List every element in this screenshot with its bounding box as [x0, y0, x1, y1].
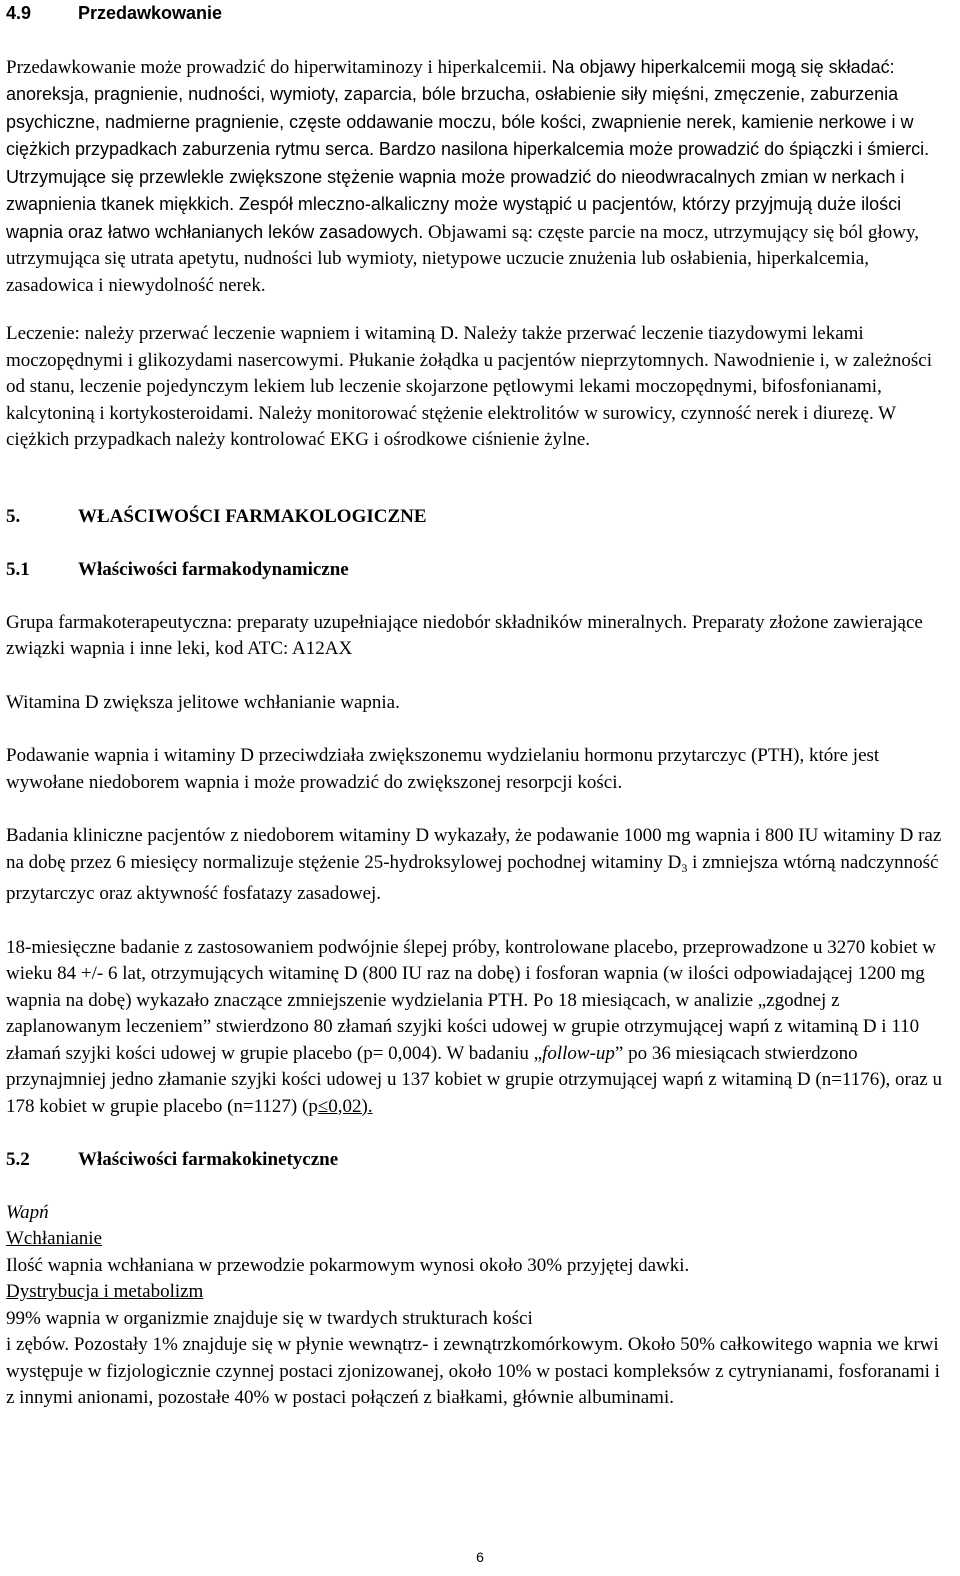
- vitamin-d-effect: Witamina D zwiększa jelitowe wchłanianie wapnia.: [6, 691, 400, 713]
- section-number: 5.2: [6, 1149, 30, 1170]
- absorption-text: Ilość wapnia wchłaniana w przewodzie pokarmowym wynosi około 30% przyjętej dawki.: [6, 1254, 690, 1276]
- page-number: 6: [476, 1549, 484, 1565]
- study-text-cont: ” po 36 miesiącach stwierdzono przynajmniej jedno złamanie szyjki kości udowej u 137 kobiet w grupie otrzymującej wapń z witaminą D (n=1176), oraz u 178 kobiet w grupie placebo (n=1127) (p: [6, 1042, 942, 1117]
- pth-paragraph: Podawanie wapnia i witaminy D przeciwdziała zwiększonemu wydzielaniu hormonu przytarczyc (PTH), które jest wywołane niedoborem wapnia i może prowadzić do zwiększonej resorpcji kości.: [6, 745, 880, 793]
- overdose-severe: Bardzo nasilona hiperkalcemia może prowadzić do śpiączki i śmierci.: [378, 139, 930, 159]
- clinical-trials-paragraph: [6, 823, 952, 908]
- document-page: [6, 0, 952, 1412]
- absorption-heading: Wchłanianie: [6, 1228, 103, 1249]
- section-5-1-heading: [6, 557, 952, 584]
- overdose-intro: Przedawkowanie może prowadzić do hiperwitaminozy i hiperkalcemii.: [6, 56, 547, 78]
- section-title: Właściwości farmakokinetyczne: [78, 1149, 339, 1170]
- p-value: ≤0,02).: [317, 1095, 373, 1117]
- pharmacotherapeutic-group: Grupa farmakoterapeutyczna: preparaty uzupełniające niedobór składników mineralnych. Preparaty złożone zawierające związki wapnia i inne leki, kod ATC: A12AX: [6, 611, 923, 659]
- trials-text-end: i zmniejsza wtórną nadczynność przytarczyc oraz aktywność fosfatazy zasadowej.: [6, 851, 939, 904]
- follow-up-term: follow-up: [542, 1042, 615, 1064]
- distribution-heading: Dystrybucja i metabolizm: [6, 1281, 204, 1302]
- substance-name: Wapń: [6, 1201, 49, 1223]
- overdose-chronic: Utrzymujące się przewlekle zwiększone stężenie wapnia może prowadzić do nieodwracalnych zmian w nerkach i zwapnienia tkanek miękkich.: [6, 166, 905, 214]
- section-5-2-heading: [6, 1147, 952, 1174]
- section-title: WŁAŚCIWOŚCI FARMAKOLOGICZNE: [78, 505, 427, 527]
- section-number: 5.1: [6, 559, 30, 580]
- section-number: 4.9: [6, 3, 32, 23]
- trials-text: Badania kliniczne pacjentów z niedoborem witaminy D wykazały, że podawanie 1000 mg wapnia i 800 IU witaminy D raz na dobę przez 6 miesięcy normalizuje stężenie 25-hydroksylowej pochodnej witaminy D: [6, 825, 942, 873]
- placebo-study-paragraph: [6, 935, 952, 1121]
- section-title: Przedawkowanie: [78, 3, 223, 23]
- treatment-paragraph: Leczenie: należy przerwać leczenie wapniem i witaminą D. Należy także przerwać leczenie tiazydowymi lekami moczopędnymi i glikozydami nasercowymi. Płukanie żołądka u pacjentów nieprzytomnych. Nawodnienie i, w zależności od stanu, leczenie pojedynczym lekiem lub leczenie skojarzone pętlowymi lekami moczopędnymi, bifosfonianami, kalcytoniną i kortykosteroidami. Należy monitorować stężenie elektrolitów w surowicy, czynność nerek i diurezę. W ciężkich przypadkach należy kontrolować EKG i ośrodkowe ciśnienie żylne.: [6, 323, 932, 450]
- section-4-9-heading: [6, 0, 952, 27]
- subscript-3: 3: [681, 860, 688, 875]
- section-5-heading: [6, 504, 952, 531]
- milk-alkali-syndrome: Zespół mleczno-alkaliczny może wystąpić u pacjentów, którzy przyjmują duże ilości wapnia oraz łatwo wchłanianych leków zasadowych.: [6, 194, 902, 242]
- section-title: Właściwości farmakodynamiczne: [78, 559, 349, 580]
- milk-alkali-symptoms: Objawami są: częste parcie na mocz, utrzymujący się ból głowy, utrzymująca się utrata apetytu, nudności lub wymioty, nietypowe uczucie znużenia lub osłabienia, hiperkalcemia, zasadowica i niewydolność nerek.: [6, 221, 919, 296]
- overdose-paragraph: [6, 54, 952, 300]
- study-text: 18-miesięczne badanie z zastosowaniem podwójnie ślepej próby, kontrolowane placebo, przeprowadzone u 3270 kobiet w wieku 84 +/- 6 lat, otrzymujących witaminę D (800 IU raz na dobę) i fosforan wapnia (w ilości odpowiadającej 1200 mg wapnia na dobę) wykazało znaczące zmniejszenie wydzielania PTH. Po 18 miesiącach, w analizie „zgodnej z zaplanowanym leczeniem” stwierdzono 80 złamań szyjki kości udowej w grupie otrzymującej wapń z witaminą D i 110 złamań szyjki kości udowej w grupie placebo (p= 0,004). W badaniu „: [6, 936, 936, 1064]
- section-number: 5.: [6, 505, 21, 527]
- overdose-symptoms: Na objawy hiperkalcemii mogą się składać: anoreksja, pragnienie, nudności, wymioty, zaparcia, bóle brzucha, osłabienie siły mięśni, zmęczenie, zaburzenia psychiczne, nadmierne pragnienie, częste oddawanie moczu, bóle kości, zwapnienie nerek, kamienie nerkowe i w ciężkich przypadkach zaburzenia rytmu serca.: [6, 56, 914, 159]
- distribution-text: i zębów. Pozostały 1% znajduje się w płynie wewnątrz- i zewnątrzkomórkowym. Około 50% całkowitego wapnia we krwi występuje w fizjologicznie czynnej postaci zjonizowanej, około 10% w postaci kompleksów z cytrynianami, fosforanami i z innymi anionami, pozostałe 40% w postaci połączeń z białkami, głównie albuminami.: [6, 1334, 940, 1408]
- distribution-line-1: 99% wapnia w organizmie znajduje się w twardych strukturach kości: [6, 1307, 533, 1329]
